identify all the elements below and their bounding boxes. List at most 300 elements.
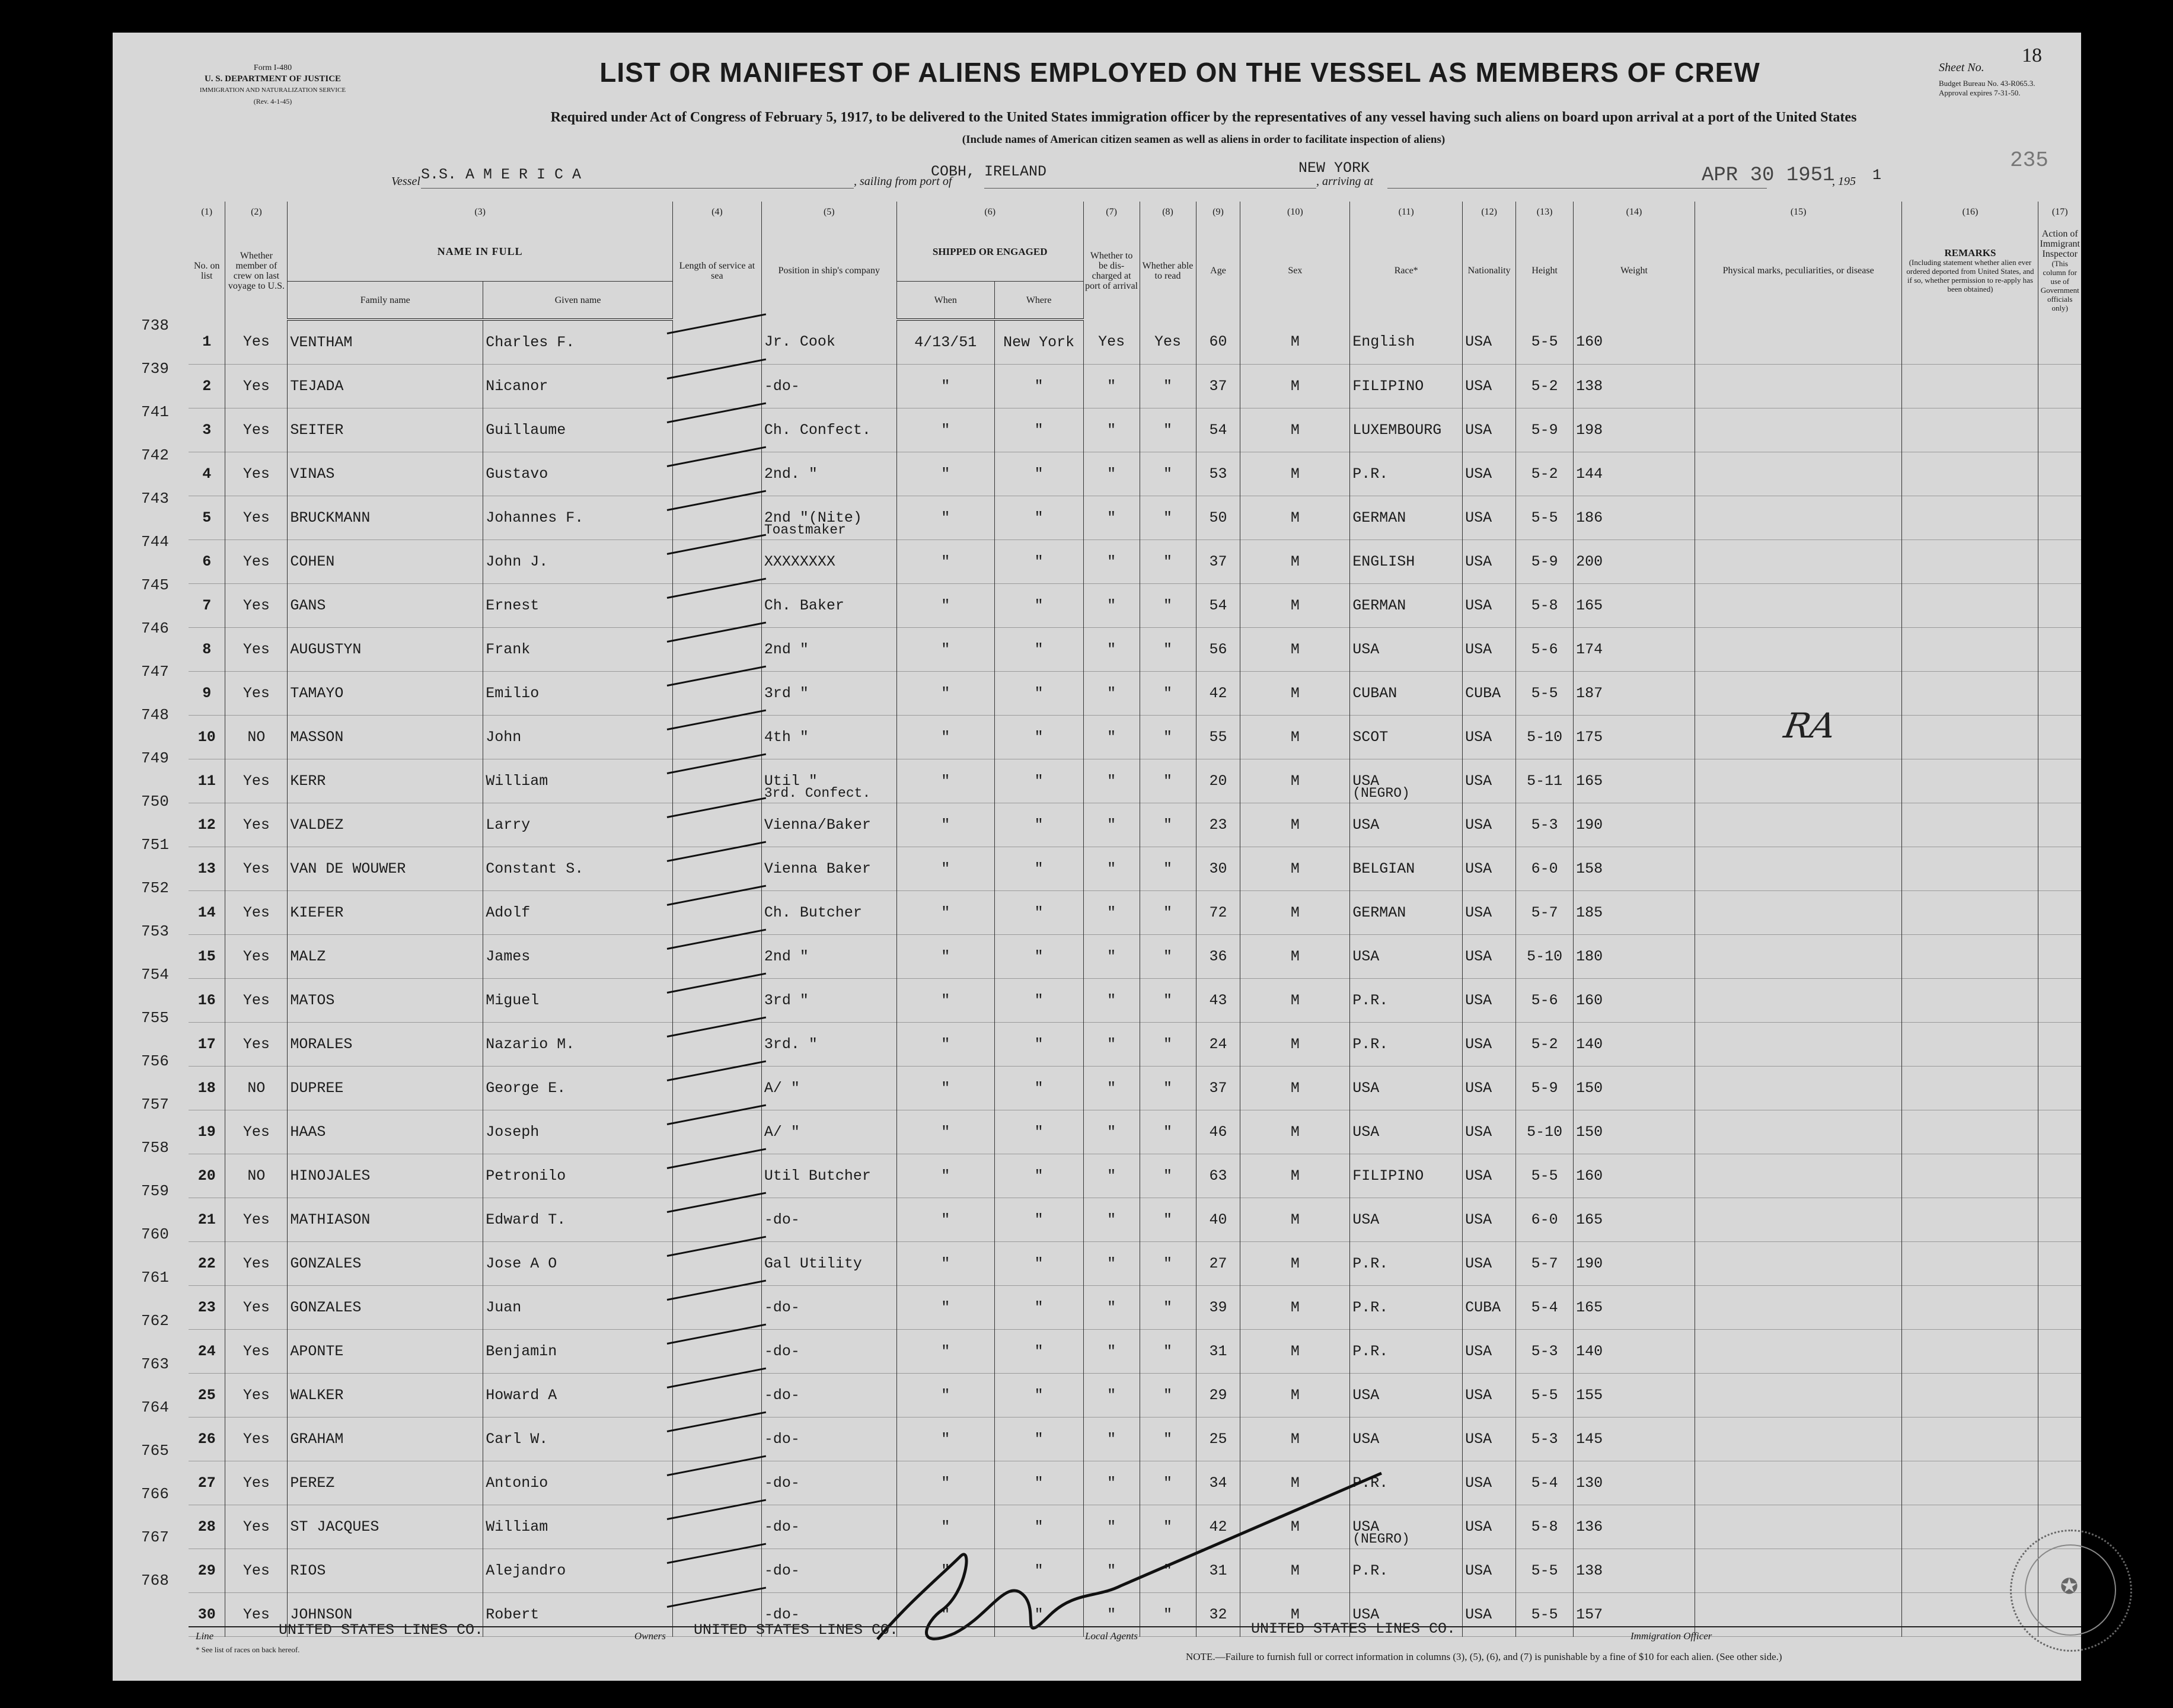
- nationality-value: USA: [1465, 378, 1492, 395]
- cell-height: [1516, 1023, 1574, 1067]
- weight-value: 158: [1576, 860, 1603, 877]
- table-row: [189, 1023, 2081, 1067]
- cell-physical-marks: [1695, 1418, 1902, 1461]
- header-when: When: [896, 282, 994, 320]
- cell-inspector-action: [2038, 716, 2081, 759]
- position-value: -do-: [764, 378, 800, 395]
- able-to-read-value: ": [1163, 597, 1173, 614]
- cell-race: [1350, 1067, 1463, 1110]
- cell-height: [1516, 1110, 1574, 1154]
- weight-value: 165: [1576, 1211, 1603, 1228]
- given-name-value: Constant S.: [486, 860, 584, 877]
- cell-length-of-service: [672, 1286, 761, 1330]
- cell-physical-marks: [1695, 496, 1902, 540]
- cell-sex: [1240, 1374, 1350, 1418]
- cell-nationality: [1463, 408, 1516, 452]
- shipped-where-value: ": [1034, 816, 1044, 834]
- table-row: [189, 365, 2081, 408]
- cell-physical-marks: [1695, 1593, 1902, 1637]
- shipped-when-value: ": [941, 772, 950, 790]
- budget-bureau: Budget Bureau No. 43-R065.3.: [1939, 79, 2035, 88]
- able-to-read-value: ": [1163, 685, 1173, 702]
- shipped-where-value: ": [1034, 772, 1044, 790]
- shipped-when-value: ": [941, 685, 950, 702]
- sex-value: M: [1290, 860, 1300, 877]
- form-id-block: [184, 62, 362, 107]
- cell-shipped-where: [994, 935, 1083, 979]
- cell-sex: [1240, 979, 1350, 1023]
- row-number-value: 30: [197, 1606, 216, 1623]
- cell-weight: [1574, 1198, 1695, 1242]
- cell-age: [1196, 408, 1240, 452]
- cell-inspector-action: [2038, 1242, 2081, 1286]
- race-value: P.R.: [1352, 1474, 1389, 1492]
- given-name-value: Gustavo: [486, 465, 548, 483]
- action-title: Action of Immigrant Inspector: [2040, 229, 2080, 259]
- cell-inspector-action: [2038, 935, 2081, 979]
- cell-member-of-crew: [225, 979, 288, 1023]
- cell-given-name: [483, 847, 673, 891]
- cell-family-name: [288, 1242, 483, 1286]
- given-name-value: Guillaume: [486, 422, 566, 439]
- line-value: UNITED STATES LINES CO.: [279, 1621, 484, 1639]
- cell-length-of-service: [672, 540, 761, 584]
- cell-nationality: [1463, 1110, 1516, 1154]
- handwritten-sequence-number: 751: [141, 836, 169, 854]
- cell-length-of-service: [672, 1242, 761, 1286]
- cell-race: [1350, 672, 1463, 716]
- shipped-when-value: ": [941, 1562, 950, 1579]
- age-value: 40: [1209, 1211, 1227, 1228]
- cell-given-name: [483, 408, 673, 452]
- shipped-where-value: ": [1034, 509, 1044, 526]
- handwritten-sequence-number: 750: [141, 793, 169, 810]
- cell-physical-marks: [1695, 365, 1902, 408]
- cell-shipped-when: [896, 979, 994, 1023]
- height-value: 5-2: [1531, 465, 1558, 483]
- approval-expiry: Approval expires 7-31-50.: [1939, 88, 2021, 97]
- nationality-value: USA: [1465, 422, 1492, 439]
- rule: [984, 188, 1316, 189]
- handwritten-sequence-number: 739: [141, 360, 169, 378]
- crew-rows: [189, 320, 2081, 1637]
- cell-given-name: [483, 935, 673, 979]
- cell-physical-marks: [1695, 452, 1902, 496]
- family-name-value: VENTHAM: [290, 334, 353, 351]
- document-title: LIST OR MANIFEST OF ALIENS EMPLOYED ON THE VESSEL AS MEMBERS OF CREW: [599, 57, 1760, 88]
- member-of-crew-value: Yes: [242, 1387, 270, 1404]
- cell-race: [1350, 496, 1463, 540]
- nationality-value: USA: [1465, 465, 1492, 483]
- cell-race: [1350, 935, 1463, 979]
- cell-position: [761, 408, 896, 452]
- col-num: (9): [1196, 202, 1240, 222]
- fine-note: NOTE.—Failure to furnish full or correct information in columns (3), (5), (6), and (7) is punishable by a fine of $10 for each alien. (See other side.): [1186, 1651, 1782, 1662]
- cell-height: [1516, 1286, 1574, 1330]
- cell-shipped-where: [994, 1023, 1083, 1067]
- cell-race: [1350, 786, 1463, 847]
- table-row: [189, 1330, 2081, 1374]
- cell-shipped-when: [896, 1110, 994, 1154]
- race-value: P.R.: [1352, 1255, 1389, 1272]
- weight-value: 140: [1576, 1343, 1603, 1360]
- able-to-read-value: ": [1163, 1474, 1173, 1492]
- shipped-when-value: ": [941, 1431, 950, 1448]
- sex-value: M: [1290, 378, 1300, 395]
- cell-weight: [1574, 408, 1695, 452]
- cell-nationality: [1463, 979, 1516, 1023]
- sex-value: M: [1290, 1211, 1300, 1228]
- row-number-value: 8: [202, 641, 212, 658]
- cell-row-number: [189, 365, 225, 408]
- sex-value: M: [1290, 1562, 1300, 1579]
- cell-family-name: [288, 979, 483, 1023]
- cell-shipped-when: [896, 1286, 994, 1330]
- weight-value: 174: [1576, 641, 1603, 658]
- weight-value: 190: [1576, 816, 1603, 834]
- cell-race: [1350, 1242, 1463, 1286]
- eagle-icon: ✪: [2060, 1574, 2079, 1598]
- cell-nationality: [1463, 1198, 1516, 1242]
- cell-position: [761, 365, 896, 408]
- nationality-value: USA: [1465, 597, 1492, 614]
- cell-height: [1516, 1505, 1574, 1549]
- requirement-text: Required under Act of Congress of February 5, 1917, to be delivered to the United States immigration officer by the representatives of any vessel having such aliens on board upon arrival at a port of the United States: [550, 110, 1857, 125]
- cell-shipped-where: [994, 1330, 1083, 1374]
- cell-member-of-crew: [225, 891, 288, 935]
- cell-weight: [1574, 452, 1695, 496]
- cell-weight: [1574, 1418, 1695, 1461]
- cell-member-of-crew: [225, 1418, 288, 1461]
- cell-member-of-crew: [225, 1505, 288, 1549]
- cell-shipped-when: [896, 803, 994, 847]
- stamped-number: 235: [2010, 148, 2048, 173]
- height-value: 5-8: [1531, 597, 1558, 614]
- arrival-port: NEW YORK: [1298, 159, 1370, 177]
- cell-race: [1350, 847, 1463, 891]
- cell-given-name: [483, 540, 673, 584]
- cell-family-name: [288, 540, 483, 584]
- sex-value: M: [1290, 1036, 1300, 1053]
- cell-length-of-service: [672, 847, 761, 891]
- manifest-sheet: [113, 33, 2081, 1681]
- cell-position: [761, 847, 896, 891]
- cell-row-number: [189, 803, 225, 847]
- cell-given-name: [483, 979, 673, 1023]
- discharged-value: ": [1107, 992, 1116, 1009]
- member-of-crew-value: Yes: [242, 465, 270, 483]
- discharged-value: ": [1107, 641, 1116, 658]
- rule: [1387, 188, 1767, 189]
- cell-inspector-action: [2038, 891, 2081, 935]
- cell-height: [1516, 496, 1574, 540]
- age-value: 25: [1209, 1431, 1227, 1448]
- cell-inspector-action: [2038, 1067, 2081, 1110]
- cell-remarks: [1902, 452, 2038, 496]
- race-value: USA: [1352, 1431, 1380, 1448]
- discharged-value: ": [1107, 597, 1116, 614]
- cell-discharged: [1083, 1330, 1140, 1374]
- cell-weight: [1574, 1286, 1695, 1330]
- weight-value: 165: [1576, 597, 1603, 614]
- cell-able-to-read: [1140, 1418, 1196, 1461]
- handwritten-sequence-number: 766: [141, 1485, 169, 1503]
- cell-nationality: [1463, 1461, 1516, 1505]
- cell-given-name: [483, 496, 673, 540]
- row-number-value: 27: [197, 1474, 216, 1492]
- race-value: USA: [1352, 948, 1380, 965]
- discharged-value: ": [1107, 1036, 1116, 1053]
- weight-value: 130: [1576, 1474, 1603, 1492]
- weight-value: 138: [1576, 378, 1603, 395]
- cell-remarks: [1902, 891, 2038, 935]
- cell-position: [761, 716, 896, 759]
- cell-length-of-service: [672, 408, 761, 452]
- cell-shipped-when: [896, 672, 994, 716]
- family-name-value: TEJADA: [290, 378, 344, 395]
- cell-shipped-where: [994, 365, 1083, 408]
- given-name-value: Miguel: [486, 992, 540, 1009]
- cell-member-of-crew: [225, 408, 288, 452]
- cell-shipped-where: [994, 1110, 1083, 1154]
- weight-value: 165: [1576, 1299, 1603, 1316]
- cell-discharged: [1083, 759, 1140, 803]
- able-to-read-value: ": [1163, 1299, 1173, 1316]
- race-value: P.R.: [1352, 1343, 1389, 1360]
- cell-row-number: [189, 1505, 225, 1549]
- cell-position: [761, 522, 896, 584]
- cell-nationality: [1463, 1067, 1516, 1110]
- cell-shipped-when: [896, 365, 994, 408]
- cell-family-name: [288, 803, 483, 847]
- cell-given-name: [483, 1374, 673, 1418]
- cell-height: [1516, 1198, 1574, 1242]
- row-number-value: 18: [197, 1080, 216, 1097]
- cell-inspector-action: [2038, 452, 2081, 496]
- age-value: 55: [1209, 729, 1227, 746]
- cell-sex: [1240, 1286, 1350, 1330]
- col-num: (17): [2038, 202, 2081, 222]
- row-number-value: 9: [202, 685, 212, 702]
- discharged-value: ": [1107, 860, 1116, 877]
- cell-given-name: [483, 759, 673, 803]
- cell-physical-marks: [1695, 979, 1902, 1023]
- cell-member-of-crew: [225, 628, 288, 672]
- cell-physical-marks: [1695, 408, 1902, 452]
- handwritten-remark: RA: [1781, 705, 1839, 746]
- able-to-read-value: ": [1163, 772, 1173, 790]
- weight-value: 198: [1576, 422, 1603, 439]
- cell-physical-marks: [1695, 540, 1902, 584]
- cell-family-name: [288, 584, 483, 628]
- position-value: 2nd ": [764, 948, 809, 965]
- cell-inspector-action: [2038, 1330, 2081, 1374]
- row-number-value: 24: [197, 1343, 216, 1360]
- position-value: 3rd. ": [764, 1036, 818, 1053]
- cell-able-to-read: [1140, 584, 1196, 628]
- cell-family-name: [288, 1286, 483, 1330]
- cell-shipped-when: [896, 584, 994, 628]
- nationality-value: USA: [1465, 509, 1492, 526]
- cell-age: [1196, 935, 1240, 979]
- shipped-where-value: ": [1034, 378, 1044, 395]
- header-physical-marks: Physical marks, peculiarities, or disease: [1695, 222, 1902, 320]
- col-num: (15): [1695, 202, 1902, 222]
- given-name-value: Edward T.: [486, 1211, 566, 1228]
- race-value: USA: [1352, 772, 1380, 790]
- cell-shipped-where: [994, 628, 1083, 672]
- sex-value: M: [1290, 1343, 1300, 1360]
- cell-physical-marks: [1695, 1023, 1902, 1067]
- cell-discharged: [1083, 365, 1140, 408]
- shipped-when-value: ": [941, 948, 950, 965]
- sailing-label: , sailing from port of: [854, 175, 952, 188]
- cell-family-name: [288, 1418, 483, 1461]
- cell-remarks: [1902, 803, 2038, 847]
- sex-value: M: [1290, 1518, 1300, 1535]
- cell-able-to-read: [1140, 1286, 1196, 1330]
- table-row: [189, 452, 2081, 496]
- age-value: 34: [1209, 1474, 1227, 1492]
- handwritten-sequence-number: 753: [141, 922, 169, 940]
- height-value: 6-0: [1531, 860, 1558, 877]
- cell-weight: [1574, 540, 1695, 584]
- cell-length-of-service: [672, 452, 761, 496]
- shipped-where-value: ": [1034, 641, 1044, 658]
- handwritten-sequence-number: 743: [141, 490, 169, 507]
- cell-row-number: [189, 1154, 225, 1198]
- family-name-value: GANS: [290, 597, 326, 614]
- cell-member-of-crew: [225, 452, 288, 496]
- cell-length-of-service: [672, 803, 761, 847]
- nationality-value: USA: [1465, 729, 1492, 746]
- table-row: [189, 1067, 2081, 1110]
- col-num: (10): [1240, 202, 1350, 222]
- handwritten-sequence-number: 768: [141, 1572, 169, 1589]
- race-value: USA: [1352, 641, 1380, 658]
- shipped-when-value: ": [941, 465, 950, 483]
- position-value: XXXXXXXX: [764, 553, 835, 570]
- cell-inspector-action: [2038, 365, 2081, 408]
- cell-length-of-service: [672, 759, 761, 803]
- height-value: 5-10: [1527, 948, 1563, 965]
- handwritten-sequence-number: 755: [141, 1009, 169, 1027]
- cell-nationality: [1463, 1418, 1516, 1461]
- member-of-crew-value: Yes: [242, 948, 270, 965]
- cell-family-name: [288, 628, 483, 672]
- age-value: 30: [1209, 860, 1227, 877]
- row-number-value: 15: [197, 948, 216, 965]
- cell-sex: [1240, 847, 1350, 891]
- cell-discharged: [1083, 891, 1140, 935]
- cell-remarks: [1902, 496, 2038, 540]
- cell-remarks: [1902, 1461, 2038, 1505]
- cell-inspector-action: [2038, 1023, 2081, 1067]
- handwritten-sequence-number: 746: [141, 620, 169, 637]
- cell-position: [761, 1374, 896, 1418]
- cell-shipped-where: [994, 672, 1083, 716]
- cell-family-name: [288, 672, 483, 716]
- discharged-value: ": [1107, 1387, 1116, 1404]
- cell-remarks: [1902, 320, 2038, 365]
- cell-height: [1516, 847, 1574, 891]
- height-value: 5-2: [1531, 378, 1558, 395]
- shipped-where-value: ": [1034, 1431, 1044, 1448]
- cell-able-to-read: [1140, 1154, 1196, 1198]
- col-num: (1): [201, 206, 213, 217]
- col-num: (5): [761, 202, 896, 222]
- cell-given-name: [483, 1418, 673, 1461]
- family-name-value: HAAS: [290, 1123, 326, 1141]
- nationality-value: USA: [1465, 1343, 1492, 1360]
- shipped-when-value: ": [941, 1123, 950, 1141]
- member-of-crew-value: Yes: [242, 333, 270, 350]
- handwritten-sequence-number: 763: [141, 1355, 169, 1373]
- nationality-value: USA: [1465, 1167, 1492, 1185]
- cell-shipped-where: [994, 979, 1083, 1023]
- table-row: [189, 540, 2081, 584]
- able-to-read-value: ": [1163, 1080, 1173, 1097]
- col-num: (4): [672, 202, 761, 222]
- cell-race: [1350, 408, 1463, 452]
- cell-weight: [1574, 1549, 1695, 1593]
- cell-position: [761, 1286, 896, 1330]
- able-to-read-value: ": [1163, 1431, 1173, 1448]
- handwritten-sequence-number: 759: [141, 1182, 169, 1200]
- cell-member-of-crew: [225, 1286, 288, 1330]
- service: IMMIGRATION AND NATURALIZATION SERVICE: [199, 87, 346, 94]
- position-value: Gal Utility: [764, 1255, 862, 1272]
- cell-height: [1516, 1461, 1574, 1505]
- cell-sex: [1240, 1154, 1350, 1198]
- cell-remarks: [1902, 1286, 2038, 1330]
- row-number-value: 22: [197, 1255, 216, 1272]
- able-to-read-value: ": [1163, 1518, 1173, 1535]
- table-row: [189, 759, 2081, 803]
- cell-physical-marks: [1695, 935, 1902, 979]
- given-name-value: Antonio: [486, 1474, 548, 1492]
- cell-length-of-service: [672, 1198, 761, 1242]
- cell-age: [1196, 716, 1240, 759]
- cell-age: [1196, 803, 1240, 847]
- shipped-when-value: ": [941, 992, 950, 1009]
- cell-shipped-when: [896, 1330, 994, 1374]
- cell-race: [1350, 628, 1463, 672]
- cell-age: [1196, 628, 1240, 672]
- family-name-value: GONZALES: [290, 1299, 362, 1316]
- remarks-title: REMARKS: [1944, 247, 1996, 258]
- shipped-where-value: ": [1034, 553, 1044, 570]
- header-shipped-engaged: SHIPPED OR ENGAGED: [896, 222, 1083, 282]
- cell-length-of-service: [672, 891, 761, 935]
- cell-physical-marks: [1695, 847, 1902, 891]
- given-name-value: Howard A: [486, 1387, 557, 1404]
- nationality-value: USA: [1465, 772, 1492, 790]
- discharged-value: ": [1107, 1562, 1116, 1579]
- cell-discharged: [1083, 1418, 1140, 1461]
- family-name-value: MATOS: [290, 992, 335, 1009]
- member-of-crew-value: Yes: [242, 904, 270, 921]
- cell-member-of-crew: [225, 1110, 288, 1154]
- cell-discharged: [1083, 628, 1140, 672]
- cell-nationality: [1463, 584, 1516, 628]
- able-to-read-value: ": [1163, 553, 1173, 570]
- cell-row-number: [189, 1374, 225, 1418]
- nationality-value: USA: [1465, 1387, 1492, 1404]
- cell-length-of-service: [672, 1023, 761, 1067]
- cell-able-to-read: [1140, 847, 1196, 891]
- col-num: (11): [1350, 202, 1463, 222]
